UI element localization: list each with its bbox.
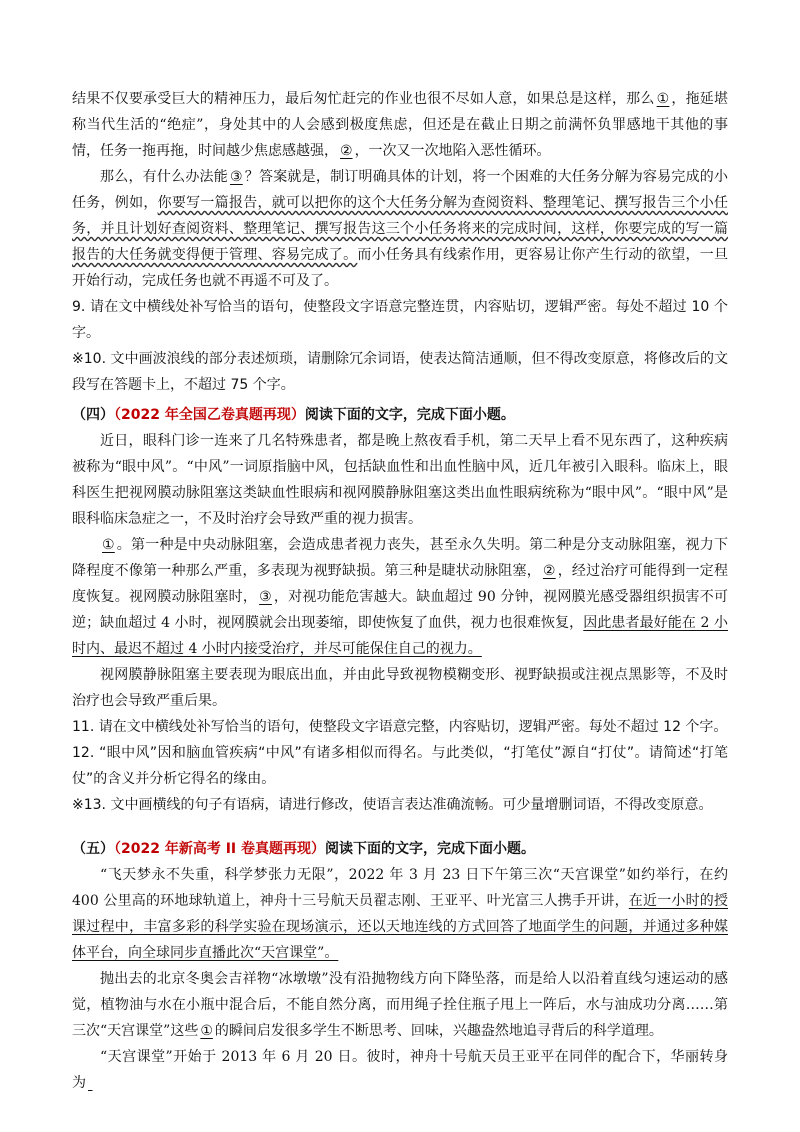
text: 抛出去的北京冬奥会吉祥物“冰墩墩”没有沿抛物线方向下降坠落，而是给人以沿着直线匀速运动的感觉，植物油与水在小瓶中混合后，不能自然分离，而用绳子拴住瓶子甩上一阵后，水与油成功分离……第三次“天宫课堂”这些 [72, 971, 728, 1039]
blank-3: ③ [259, 589, 272, 605]
paragraph-experiments [72, 966, 728, 1044]
text: ，拖延堪称当代生活的“绝症”，身处其中的人会感到极度焦虑，但还是在截止日期之前满怀负罪感地干其他的事情，任务一拖再拖，时间越少焦虑感越强， [72, 91, 729, 159]
text: 那么，有什么办法能 [100, 169, 228, 185]
section-number: （五） [72, 841, 114, 857]
blank-2: ② [542, 563, 556, 579]
paragraph-procrastination [72, 86, 728, 164]
question-13: ※13. 文中画横线的句子有语病，请进行修改，使语言表达准确流畅。可少量增删词语，不得改变原意。 [72, 797, 713, 813]
text: 结果不仅要承受巨大的精神压力，最后匆忙赶完的作业也很不尽如人意，如果总是这样，那么 [72, 91, 655, 107]
text: 。第一种是中央动脉阻塞，会造成患者视力丧失，甚至永久失明。第二种是分支动脉阻塞，视力下降程度不像第一种那么严重，多表现为视野缺损。第三种是睫状动脉阻塞， [72, 537, 728, 579]
question-10: ※10. 文中画波浪线的部分表述烦琐，请删除冗余词语，使表达简洁通顺，但不得改变原意，将修改后的文段写在答题卡上，不超过 75 个字。 [72, 351, 728, 393]
paragraph-tiangong-class [72, 862, 728, 966]
wavy-underlined-text: 你要写一篇报告，就可以把你的这个大任务分解为查阅资料、整理笔记、撰写报告三个小任务，并且计划好查阅资料、整理笔记、撰写报告这三个小任务将来的完成时间，这样，你要完成的写一篇报告的大任务就变得便于管理、容易完成了。 [72, 195, 729, 263]
blank-trailing [86, 1075, 94, 1091]
section-number: （四） [72, 407, 114, 423]
blank-3: ③ [229, 169, 243, 185]
paragraph-tiangong-history [72, 1044, 728, 1096]
text: “飞天梦永不失重，科学梦张力无限”，2022 年 3 月 23 日下午第三次“天宫课堂”如约举行，在约 400 公里高的环地球轨道上，神舟十三号航天员翟志刚、王亚平、叶光富三人携手开讲， [72, 867, 728, 909]
text: ？答案就是，制订明确具体的计划，将一个困难的大任务分解为容易完成的小任务，例如， [72, 169, 729, 211]
underlined-sentence: 在近一小时的授课过程中，丰富多彩的科学实验在现场演示，还以天地连线的方式回答了地面学生的问题，并通过多种媒体平台，向全球同步直播此次“天宫课堂”。 [72, 893, 729, 961]
blank-1: ① [656, 91, 670, 107]
spacer [72, 818, 728, 832]
paragraph-vein-occlusion: 视网膜静脉阻塞主要表现为眼底出血，并由此导致视物模糊变形、视野缺损或注视点黑影等，不及时治疗也会导致严重后果。 [72, 667, 728, 709]
section-instruction: 阅读下面的文字，完成下面小题。 [325, 841, 536, 857]
text: ，一次又一次地陷入恶性循环。 [354, 143, 551, 159]
question-11: 11. 请在文中横线处补写恰当的语句，使整段文字语意完整，内容贴切，逻辑严密。每处不超过 12 个字。 [72, 719, 728, 735]
paragraph-eye-stroke-intro: 近日，眼科门诊一连来了几名特殊患者，都是晚上熬夜看手机，第二天早上看不见东西了，这种疾病被称为“眼中风”。“中风”一词原指脑中风，包括缺血性和出血性脑中风，近几年被引入眼科。临床上，眼科医生把视网膜动脉阻塞这类缺血性眼病和视网膜静脉阻塞这类出血性眼病统称为“眼中风”。“眼中风”是眼科临床急症之一，不及时治疗会导致严重的视力损害。 [72, 433, 728, 527]
paragraph-solution [72, 164, 728, 294]
text: ，对视功能危害越大。缺血超过 90 分钟，视网膜光感受器组织损害不可逆；缺血超过 4 小时，视网膜就会出现萎缩，即使恢复了血供，视力也很难恢复， [72, 589, 729, 631]
text: 的瞬间启发很多学生不断思考、回味，兴趣盎然地追寻背后的科学道理。 [214, 1023, 663, 1039]
underlined-sentence: 因此患者最好能在 2 小时内、最迟不超过 4 小时内接受治疗，并尽可能保住自己的视力。 [72, 615, 728, 657]
section-5-heading [72, 836, 728, 862]
text: 而小任务具有线索作用，更容易让你产生行动的欲望，一旦开始行动，完成任务也就不再遥不可及了。 [72, 247, 729, 289]
section-tag: （2022 年新高考 II 卷真题再现） [114, 841, 326, 857]
question-12: 12. “眼中风”因和脑血管疾病“中风”有诸多相似而得名。与此类似，“打笔仗”源自“打仗”。请简述“打笔仗”的含义并分析它得名的缘由。 [72, 745, 728, 787]
blank-1: ① [102, 537, 115, 553]
section-tag: （2022 年全国乙卷真题再现） [114, 407, 305, 423]
text: ，经过治疗可能得到一定程度恢复。视网膜动脉阻塞时， [72, 563, 728, 605]
section-4-heading [72, 402, 728, 428]
question-9: 9. 请在文中横线处补写恰当的语句，使整段文字语意完整连贯，内容贴切，逻辑严密。每处不超过 10 个字。 [72, 299, 728, 341]
paragraph-artery-occlusion [72, 532, 728, 662]
section-instruction: 阅读下面的文字，完成下面小题。 [304, 407, 515, 423]
blank-1: ① [200, 1023, 213, 1039]
blank-2: ② [340, 143, 353, 159]
text: “天宫课堂”开始于 2013 年 6 月 20 日。彼时，神舟十号航天员王亚平在同伴的配合下，华丽转身为 [72, 1049, 728, 1091]
